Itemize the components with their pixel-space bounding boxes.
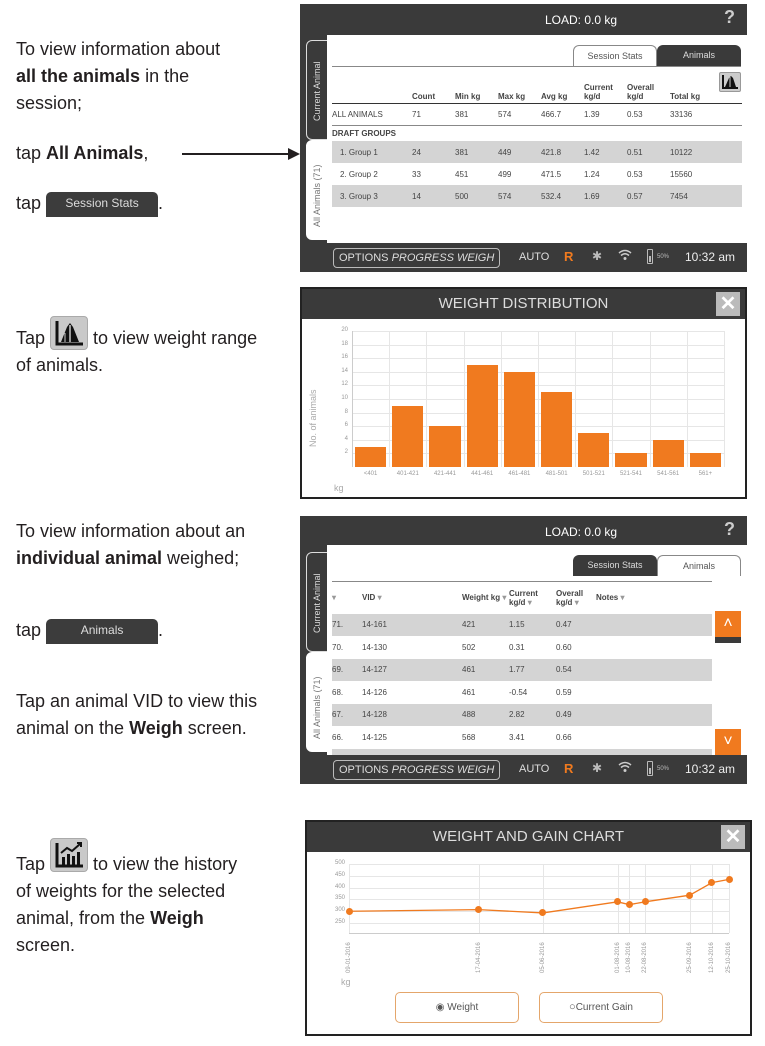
data-point <box>626 901 633 908</box>
table-row[interactable] <box>332 163 742 185</box>
cell: 499 <box>498 169 512 179</box>
cell <box>596 726 712 749</box>
radio-label: Weight <box>447 1002 479 1013</box>
x-tick-label: 22-08-2016 <box>642 942 649 973</box>
cell: 532.4 <box>541 185 584 207</box>
cell: 71. <box>332 614 362 637</box>
tab-label: Current Animal <box>312 61 322 121</box>
instr-bold: individual animal <box>16 548 163 568</box>
help-icon[interactable]: ? <box>724 7 735 27</box>
chevron-down-icon: ˅ <box>723 733 733 750</box>
options-label: OPTIONS <box>339 252 389 264</box>
battery-percent: 50% <box>657 766 670 772</box>
mode-label: PROGRESS WEIGH <box>391 252 495 264</box>
pointer-arrow-line <box>182 153 292 155</box>
cell: 574 <box>498 185 541 207</box>
cell: 2. Group 2 <box>340 169 378 179</box>
tab-all-animals[interactable] <box>306 652 328 752</box>
bar <box>578 433 609 467</box>
top-bar <box>300 516 747 547</box>
instr-text: tap <box>16 193 47 213</box>
cell: 500 <box>455 185 498 207</box>
cell: 466.7 <box>541 103 584 125</box>
modal-title: WEIGHT AND GAIN CHART <box>432 828 625 845</box>
cell: 568 <box>462 732 476 742</box>
options-button[interactable] <box>333 248 500 268</box>
instruction-tap-animals <box>16 617 163 644</box>
section-label: DRAFT GROUPS <box>332 128 396 138</box>
tab-current-animal[interactable] <box>306 40 328 140</box>
cell: 14 <box>412 185 455 207</box>
table-row[interactable] <box>332 704 712 727</box>
y-tick-label: 2 <box>344 449 348 456</box>
gridline <box>501 331 502 467</box>
cell: 3. Group 3 <box>332 185 412 207</box>
y-tick-label: 10 <box>341 395 348 401</box>
gridline <box>650 331 651 467</box>
animals-table <box>332 581 712 771</box>
y-tick-label: 300 <box>334 907 345 914</box>
sort-icon: ▾ <box>332 593 337 603</box>
table-row-all-animals[interactable] <box>332 103 742 125</box>
instruction-weight-range <box>16 316 257 379</box>
y-tick-label: 14 <box>341 367 348 374</box>
instr-text: tap <box>16 620 47 640</box>
gridline <box>426 331 427 467</box>
gridline <box>575 331 576 467</box>
sort-column-header[interactable] <box>596 582 712 614</box>
weight-radio-button[interactable] <box>395 992 519 1023</box>
x-tick-label: 401-421 <box>396 471 419 477</box>
data-point <box>642 898 649 905</box>
sort-column-header[interactable] <box>332 582 362 614</box>
data-point <box>726 876 733 883</box>
tab-label: All Animals (71) <box>312 676 322 739</box>
y-tick-label: 8 <box>344 408 348 415</box>
cell: 1.69 <box>584 185 627 207</box>
x-tick-label: <401 <box>363 471 378 477</box>
x-tick-label: 25-09-2016 <box>686 942 693 973</box>
instr-bold: Weigh <box>129 718 183 738</box>
x-tick-label: 481-501 <box>545 471 568 477</box>
data-point <box>346 908 353 915</box>
table-row[interactable] <box>332 681 712 704</box>
cell <box>596 704 712 727</box>
sort-column-header[interactable] <box>462 582 509 614</box>
y-tick-label: 350 <box>334 895 345 902</box>
draft-groups-label-row <box>332 125 742 141</box>
gridline <box>687 331 688 467</box>
x-tick-label: 421-441 <box>433 471 456 477</box>
sort-column-header[interactable] <box>509 582 556 614</box>
cell: 68. <box>332 687 344 697</box>
y-tick-label: 18 <box>341 340 348 347</box>
chevron-up-icon: ˄ <box>723 615 733 632</box>
cell: 24 <box>412 141 455 163</box>
x-tick-label: 17-04-2016 <box>475 942 482 973</box>
cell: 451 <box>455 169 469 179</box>
instr-text: . <box>158 620 164 640</box>
gridline <box>612 331 613 467</box>
weight-history-chart-icon <box>50 838 88 872</box>
cell: 71 <box>412 103 455 125</box>
x-tick-label: 10-08-2016 <box>626 942 633 973</box>
table-row[interactable] <box>332 185 742 207</box>
table-row[interactable] <box>332 141 742 163</box>
y-tick-label: 450 <box>334 871 345 878</box>
instr-text: To view information about an <box>16 521 246 541</box>
wifi-icon <box>618 761 632 776</box>
cell: 15560 <box>670 169 693 179</box>
weight-distribution-button[interactable] <box>719 72 741 92</box>
cell: 1.42 <box>584 141 627 163</box>
cell: 33 <box>412 169 421 179</box>
cell: 471.5 <box>541 169 562 179</box>
r-indicator: R <box>564 249 574 264</box>
vid-link[interactable]: 14-125 <box>362 732 387 742</box>
instruction-individual-animal <box>16 518 245 572</box>
table-row[interactable] <box>332 726 712 749</box>
x-tick-label: 441-461 <box>471 471 494 477</box>
top-bar <box>300 4 747 35</box>
instr-bold: all the animals <box>16 66 141 86</box>
y-tick-label: 4 <box>344 435 348 442</box>
cell: 0.31 <box>509 642 525 652</box>
column-header: Weight kg <box>462 593 501 603</box>
cell: 0.47 <box>556 614 596 637</box>
table-row[interactable] <box>332 659 712 682</box>
cell <box>596 636 712 659</box>
cell: ALL ANIMALS <box>332 103 412 125</box>
tab-session-stats[interactable]: Session Stats <box>573 555 657 576</box>
cell: 0.60 <box>556 642 572 652</box>
tab-divider <box>332 66 741 67</box>
instr-text: of weights for the selected <box>16 881 226 901</box>
bar <box>467 365 498 467</box>
table-row[interactable] <box>332 614 712 637</box>
sort-icon: ▾ <box>377 593 382 603</box>
cell: 1.77 <box>509 659 556 682</box>
wifi-icon <box>618 249 632 264</box>
cell: 421 <box>462 614 509 637</box>
column-header: Avg kg <box>541 73 584 103</box>
instr-bold: Weigh <box>150 908 204 928</box>
modal-title: WEIGHT DISTRIBUTION <box>438 295 609 312</box>
x-tick-label: 561+ <box>698 471 713 477</box>
sort-icon: ▾ <box>574 597 579 607</box>
weight-gain-modal <box>305 820 752 1036</box>
column-header <box>332 73 412 103</box>
x-tick-label: 12-10-2016 <box>708 942 715 973</box>
cell: 66. <box>332 732 344 742</box>
instr-text: tap <box>16 143 47 163</box>
close-icon: ✕ <box>719 293 737 315</box>
cell <box>713 185 742 207</box>
x-tick-label: 09-01-2016 <box>346 942 352 973</box>
tab-all-animals[interactable] <box>306 140 328 240</box>
tab-session-stats[interactable]: Session Stats <box>573 45 657 66</box>
cell: 574 <box>498 103 541 125</box>
instr-text: , <box>143 143 149 163</box>
close-icon: ✕ <box>724 826 742 848</box>
column-header: Current kg/d <box>584 73 627 103</box>
modal-header <box>307 822 750 852</box>
bluetooth-icon: ✱ <box>592 761 603 775</box>
instr-text: screen. <box>182 718 247 738</box>
instr-text: . <box>158 193 164 213</box>
instr-text: Tap <box>16 328 51 348</box>
vid-link[interactable]: 14-161 <box>362 614 462 637</box>
cell: 461 <box>462 687 476 697</box>
session-stats-content <box>327 35 747 243</box>
bar <box>541 392 572 467</box>
weight-line <box>307 852 750 992</box>
current-gain-radio-button[interactable] <box>539 992 663 1023</box>
cell: 449 <box>498 141 541 163</box>
table-header-row <box>332 73 742 103</box>
x-tick-label: 521-541 <box>619 471 642 477</box>
vid-link[interactable]: 14-130 <box>362 642 387 652</box>
vid-link[interactable]: 14-128 <box>362 704 462 727</box>
gridline <box>389 331 390 467</box>
instr-text: To view information about <box>16 39 221 59</box>
cell: 0.54 <box>556 659 596 682</box>
scroll-up-button[interactable] <box>715 611 741 637</box>
instr-text: animal on the <box>16 718 130 738</box>
r-indicator: R <box>564 761 574 776</box>
bar <box>690 453 721 467</box>
instr-text: of animals. <box>16 355 104 375</box>
options-label: OPTIONS <box>339 764 389 776</box>
y-tick-label: 400 <box>334 883 345 890</box>
y-tick-label: 6 <box>344 422 348 429</box>
y-tick-label: 500 <box>334 860 345 866</box>
y-axis <box>352 331 353 467</box>
clock: 10:32 am <box>685 250 736 264</box>
view-tabs <box>573 555 741 576</box>
cell <box>713 163 742 185</box>
tab-label: Current Animal <box>312 573 322 633</box>
x-tick-label: 01-08-2016 <box>614 942 621 973</box>
column-header: Max kg <box>498 73 541 103</box>
instr-text: in the <box>140 66 190 86</box>
bar <box>504 372 535 467</box>
vid-link[interactable]: 14-127 <box>362 659 462 682</box>
y-tick-label: 250 <box>334 919 345 926</box>
cell: 461 <box>462 659 509 682</box>
cell: 0.51 <box>627 141 670 163</box>
column-header: Total kg <box>670 73 713 103</box>
cell: 0.59 <box>556 687 572 697</box>
instr-text: animal, from the <box>16 908 151 928</box>
view-tabs <box>573 45 741 66</box>
vid-link[interactable]: 14-126 <box>362 687 387 697</box>
table-header-row <box>332 582 712 614</box>
cell: 488 <box>462 704 509 727</box>
instr-text: to view weight range <box>88 328 258 348</box>
column-header: VID <box>362 593 376 603</box>
table-row[interactable] <box>332 636 712 659</box>
x-tick-label: 05-06-2016 <box>539 942 546 973</box>
auto-indicator: AUTO <box>519 763 550 775</box>
distribution-chart-icon <box>720 73 740 91</box>
cell: 1. Group 1 <box>332 141 412 163</box>
instr-text: to view the history <box>88 854 238 874</box>
pointer-arrow-head-icon <box>288 148 300 160</box>
tab-animals[interactable]: Animals <box>657 45 741 66</box>
x-axis-label: kg <box>341 977 351 987</box>
cell: 33136 <box>670 103 713 125</box>
x-tick-label: 461-481 <box>508 471 531 477</box>
bar <box>355 447 386 467</box>
gridline <box>724 331 725 467</box>
battery-percent: 50% <box>657 254 670 260</box>
x-tick-label: 501-521 <box>582 471 605 477</box>
instr-bold: All Animals <box>46 143 144 163</box>
cell <box>596 614 712 637</box>
data-point <box>686 892 693 899</box>
cell: 2.82 <box>509 704 556 727</box>
y-tick-label: 20 <box>341 327 348 333</box>
load-readout: LOAD: 0.0 kg <box>545 525 618 539</box>
cell: 0.57 <box>627 185 670 207</box>
cell: 1.24 <box>584 169 600 179</box>
radio-checked-icon: ◉ <box>435 1002 445 1013</box>
animals-button-illustration: Animals <box>46 619 158 644</box>
y-axis-label: No. of animals <box>308 389 318 447</box>
bar <box>615 453 646 467</box>
cell <box>713 141 742 163</box>
cell <box>713 103 742 125</box>
battery-icon <box>647 249 653 264</box>
sort-icon: ▾ <box>620 593 625 603</box>
x-axis-label: kg <box>334 483 344 493</box>
weight-distribution-chart <box>302 319 745 497</box>
cell <box>596 659 712 682</box>
cell: 0.66 <box>556 732 572 742</box>
radio-label: Current Gain <box>575 1002 633 1013</box>
column-header: Overall kg/d <box>627 73 670 103</box>
cell: 69. <box>332 659 362 682</box>
cell: 1.39 <box>584 103 627 125</box>
tab-animals[interactable]: Animals <box>657 555 741 576</box>
sort-column-header[interactable] <box>362 582 462 614</box>
instr-text: Tap <box>16 854 51 874</box>
bar <box>653 440 684 467</box>
instruction-tap-all-animals <box>16 140 148 167</box>
animals-content <box>327 545 747 755</box>
close-button[interactable] <box>721 825 745 849</box>
tab-current-animal[interactable] <box>306 552 328 652</box>
cell: 502 <box>462 642 476 652</box>
instr-text: weighed; <box>162 548 240 568</box>
cell <box>596 681 712 704</box>
cell: 70. <box>332 642 344 652</box>
cell: 421.8 <box>541 141 584 163</box>
sort-icon: ▾ <box>502 593 507 603</box>
y-tick-label: 16 <box>341 354 348 361</box>
animals-screen <box>300 516 747 784</box>
column-header: Min kg <box>455 73 498 103</box>
cell: 1.15 <box>509 614 556 637</box>
instr-text: Tap an animal VID to view this <box>16 691 258 711</box>
instr-text: screen. <box>16 935 76 955</box>
bar <box>429 426 460 467</box>
distribution-chart-icon <box>50 316 88 350</box>
status-bar <box>300 755 747 784</box>
gridline <box>538 331 539 467</box>
cell: 67. <box>332 704 362 727</box>
instr-text: session; <box>16 93 83 113</box>
status-bar <box>300 243 747 272</box>
instruction-all-animals <box>16 36 220 117</box>
sort-column-header[interactable] <box>556 582 596 614</box>
modal-header <box>302 289 745 319</box>
cell: -0.54 <box>509 687 528 697</box>
column-header: Count <box>412 73 455 103</box>
options-button[interactable] <box>333 760 500 780</box>
cell: 0.49 <box>556 704 596 727</box>
scroll-down-button[interactable] <box>715 729 741 755</box>
cell: 381 <box>455 103 498 125</box>
bluetooth-icon: ✱ <box>592 249 603 263</box>
weight-gain-chart <box>307 852 750 992</box>
load-readout: LOAD: 0.0 kg <box>545 13 618 27</box>
column-header: Current kg/d <box>509 588 538 607</box>
auto-indicator: AUTO <box>519 251 550 263</box>
cell: 0.53 <box>627 169 643 179</box>
radio-unchecked-icon: ○ <box>569 1001 576 1013</box>
battery-icon <box>647 761 653 776</box>
gridline <box>464 331 465 467</box>
cell: 10122 <box>670 141 713 163</box>
cell: 7454 <box>670 185 713 207</box>
x-tick-label: 25-10-2016 <box>726 942 732 973</box>
y-tick-label: 12 <box>341 381 348 388</box>
session-stats-screen <box>300 4 747 272</box>
cell: 3.41 <box>509 732 525 742</box>
instruction-tap-vid <box>16 688 257 742</box>
mode-label: PROGRESS WEIGH <box>391 764 495 776</box>
cell: 381 <box>455 141 498 163</box>
cell: 0.53 <box>627 103 670 125</box>
weight-distribution-modal <box>300 287 747 499</box>
tab-label: All Animals (71) <box>312 164 322 227</box>
instruction-weight-history <box>16 838 237 959</box>
sort-icon: ▾ <box>527 597 532 607</box>
session-stats-button-illustration: Session Stats <box>46 192 158 217</box>
column-header: Notes <box>596 593 619 603</box>
scrollbar-thumb[interactable] <box>715 637 741 643</box>
column-header: Overall kg/d <box>556 588 584 607</box>
help-icon[interactable]: ? <box>724 519 735 539</box>
clock: 10:32 am <box>685 762 736 776</box>
instruction-tap-session-stats <box>16 190 163 217</box>
close-button[interactable] <box>716 292 740 316</box>
bar <box>392 406 423 467</box>
x-tick-label: 541-561 <box>657 471 680 477</box>
session-stats-table <box>332 73 742 207</box>
